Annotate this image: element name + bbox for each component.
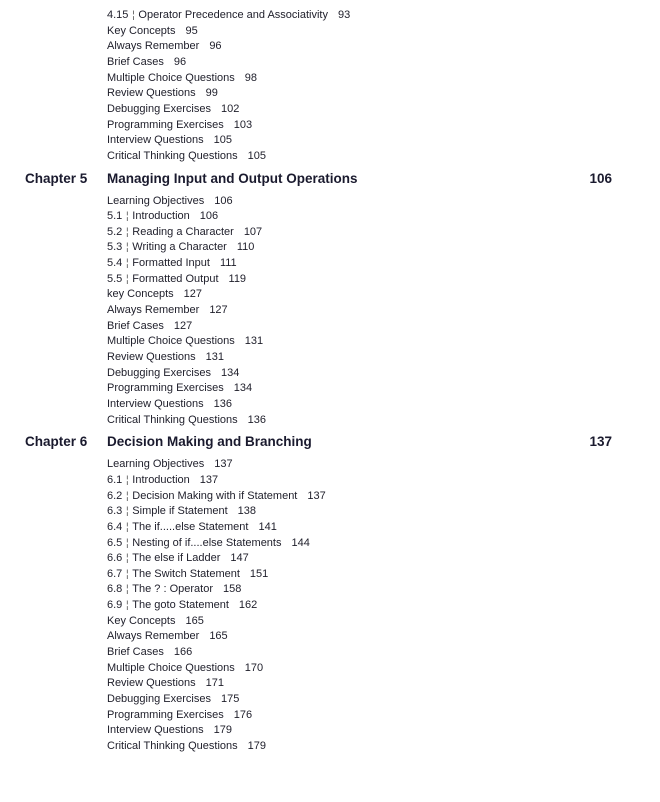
toc-entry (107, 536, 310, 551)
entry-title: Key Concepts (107, 24, 176, 37)
toc-entry (107, 598, 257, 613)
toc-entry (107, 303, 228, 317)
chapter-page-number: 106 (589, 170, 612, 186)
entry-page-number: 165 (185, 614, 204, 627)
toc-entry (107, 504, 256, 519)
entry-title: Critical Thinking Questions (107, 739, 238, 752)
toc-entry (107, 55, 186, 69)
entry-page-number: 179 (247, 739, 266, 752)
entry-page-number: 137 (214, 458, 233, 471)
section-number: 6.1 (107, 473, 123, 486)
entry-title: Key Concepts (107, 614, 176, 627)
toc-entry (107, 614, 204, 628)
section-separator: ¦ (125, 584, 129, 596)
entry-page-number: 179 (213, 724, 232, 737)
toc-entry (107, 629, 228, 643)
section-separator: ¦ (125, 537, 129, 549)
toc-entry (107, 473, 218, 488)
entry-page-number: 119 (228, 272, 247, 285)
toc-entry (107, 194, 233, 208)
entry-page-number: 144 (291, 536, 310, 549)
entry-page-number: 171 (205, 677, 225, 690)
toc-entry (107, 8, 350, 23)
toc-entry (107, 71, 257, 85)
entry-title: Simple if Statement (132, 505, 228, 518)
toc-entry (107, 209, 218, 224)
section-number: 5.3 (107, 241, 123, 254)
section-separator: ¦ (125, 568, 129, 580)
section-separator: ¦ (125, 474, 129, 486)
entry-page-number: 127 (173, 319, 193, 332)
entry-title: Reading a Character (132, 225, 234, 238)
entry-page-number: 141 (258, 520, 277, 533)
section-separator: ¦ (125, 242, 129, 254)
entry-title: Introduction (132, 210, 190, 223)
entry-page-number: 131 (244, 335, 264, 348)
section-separator: ¦ (125, 226, 129, 238)
toc-entry (107, 366, 239, 380)
entry-page-number: 134 (220, 366, 240, 379)
toc-entry (107, 676, 224, 690)
toc-entry (107, 225, 262, 240)
entry-title: Interview Questions (107, 724, 204, 737)
section-number: 6.5 (107, 536, 123, 549)
toc-entry (107, 723, 232, 737)
toc-entry (107, 118, 252, 132)
section-separator: ¦ (125, 600, 129, 612)
entry-page-number: 95 (185, 24, 198, 37)
entry-page-number: 170 (244, 661, 264, 674)
toc-entry (107, 708, 252, 722)
section-number: 6.4 (107, 520, 123, 533)
entry-page-number: 158 (223, 583, 242, 596)
entry-title: Critical Thinking Questions (107, 413, 238, 426)
entry-page-number: 151 (249, 567, 269, 580)
entry-page-number: 93 (337, 9, 351, 21)
section-number: 6.2 (107, 489, 123, 502)
entry-title: The else if Ladder (132, 552, 221, 565)
entry-title: The ? : Operator (132, 583, 214, 596)
entry-title: Interview Questions (107, 397, 204, 410)
toc-entry (107, 381, 252, 395)
entry-page-number: 102 (220, 102, 240, 115)
entry-page-number: 106 (199, 210, 219, 223)
entry-title: Programming Exercises (107, 382, 224, 395)
toc-entry (107, 319, 192, 333)
entry-page-number: 165 (209, 630, 228, 643)
toc-entry (107, 149, 266, 163)
section-number: 5.5 (107, 272, 123, 285)
entry-page-number: 166 (173, 646, 193, 659)
section-separator: ¦ (125, 211, 129, 223)
entry-title: Critical Thinking Questions (107, 149, 238, 162)
entry-title: Always Remember (107, 304, 200, 317)
toc-entry (107, 334, 263, 348)
entry-title: Brief Cases (107, 319, 164, 332)
entry-title: Debugging Exercises (107, 693, 211, 705)
section-separator: ¦ (125, 553, 129, 565)
entry-title: Debugging Exercises (107, 102, 211, 115)
entry-page-number: 137 (307, 489, 326, 502)
entry-title: Decision Making with if Statement (132, 489, 298, 502)
toc-entry (107, 661, 263, 675)
entry-page-number: 106 (214, 194, 233, 207)
section-number: 4.15 (107, 9, 129, 21)
toc-entry (107, 102, 239, 116)
entry-page-number: 127 (183, 288, 203, 301)
entry-page-number: 105 (247, 149, 266, 162)
entry-title: Programming Exercises (107, 708, 224, 721)
chapter-label: Chapter 5 (25, 170, 88, 186)
toc-entry (107, 739, 266, 753)
entry-title: Brief Cases (107, 55, 164, 68)
section-number: 5.1 (107, 210, 123, 223)
entry-page-number: 175 (220, 693, 240, 705)
entry-page-number: 99 (205, 87, 218, 100)
entry-title: Review Questions (107, 351, 196, 363)
section-number: 5.2 (107, 225, 123, 238)
toc-entry (107, 567, 268, 582)
entry-page-number: 176 (233, 708, 253, 721)
entry-title: Learning Objectives (107, 194, 205, 207)
entry-title: Formatted Input (132, 257, 210, 270)
entry-page-number: 98 (244, 71, 258, 84)
section-separator: ¦ (125, 273, 129, 285)
entry-title: The Switch Statement (132, 567, 240, 580)
entry-page-number: 147 (230, 552, 249, 565)
entry-page-number: 127 (209, 304, 228, 317)
section-number: 6.8 (107, 583, 123, 596)
entry-title: Review Questions (107, 87, 196, 100)
entry-page-number: 103 (233, 118, 253, 131)
toc-entry (107, 350, 224, 364)
toc-entry (107, 692, 239, 706)
toc-entry (107, 39, 222, 53)
entry-page-number: 107 (243, 225, 263, 238)
section-number: 6.7 (107, 567, 123, 580)
section-separator: ¦ (125, 258, 129, 270)
entry-page-number: 134 (233, 382, 253, 395)
entry-title: Multiple Choice Questions (107, 71, 235, 84)
entry-title: Review Questions (107, 677, 196, 690)
entry-title: The goto Statement (132, 599, 229, 612)
section-separator: ¦ (132, 10, 135, 21)
toc-entry (107, 272, 246, 287)
entry-title: Operator Precedence and Associativity (138, 9, 328, 21)
section-separator: ¦ (125, 490, 129, 502)
entry-title: Brief Cases (107, 646, 164, 659)
section-number: 6.3 (107, 505, 123, 518)
toc-entry (107, 520, 277, 535)
toc-entry (107, 413, 266, 427)
chapter-page-number: 137 (589, 434, 612, 450)
toc-entry (107, 397, 232, 411)
toc-entry (107, 551, 249, 566)
entry-title: Interview Questions (107, 134, 204, 147)
entry-page-number: 96 (173, 55, 187, 68)
section-separator: ¦ (125, 521, 129, 533)
toc-entry (107, 133, 232, 147)
entry-title: Debugging Exercises (107, 366, 211, 379)
entry-page-number: 96 (209, 40, 222, 53)
entry-title: Multiple Choice Questions (107, 661, 235, 674)
entry-title: The if.....else Statement (132, 520, 249, 533)
section-number: 5.4 (107, 257, 123, 270)
toc-entry (107, 645, 192, 659)
toc-entry (107, 240, 254, 255)
toc-entry (107, 24, 198, 38)
entry-page-number: 131 (205, 351, 225, 363)
entry-title: Always Remember (107, 630, 200, 643)
toc-entry (107, 489, 326, 504)
section-number: 6.9 (107, 599, 123, 612)
entry-title: Programming Exercises (107, 118, 224, 131)
section-separator: ¦ (125, 506, 129, 518)
entry-page-number: 136 (213, 397, 232, 410)
chapter-title: Decision Making and Branching (107, 434, 312, 450)
toc-entry (107, 86, 218, 100)
entry-page-number: 111 (219, 257, 237, 270)
entry-title: Nesting of if....else Statements (132, 536, 282, 549)
entry-title: key Concepts (107, 288, 174, 301)
entry-page-number: 162 (238, 599, 258, 612)
entry-page-number: 110 (236, 241, 255, 254)
toc-entry (107, 582, 241, 597)
entry-title: Introduction (132, 473, 190, 486)
entry-title: Always Remember (107, 40, 200, 53)
section-number: 6.6 (107, 552, 123, 565)
entry-page-number: 138 (237, 505, 257, 518)
entry-page-number: 137 (199, 473, 219, 486)
toc-entry (107, 256, 237, 271)
entry-title: Learning Objectives (107, 458, 205, 471)
entry-title: Formatted Output (132, 272, 219, 285)
entry-page-number: 105 (213, 134, 232, 147)
entry-page-number: 136 (247, 413, 266, 426)
toc-entry (107, 457, 233, 471)
toc-entry (107, 287, 202, 301)
chapter-title: Managing Input and Output Operations (107, 170, 358, 186)
entry-title: Writing a Character (132, 241, 227, 254)
chapter-label: Chapter 6 (25, 434, 88, 450)
entry-title: Multiple Choice Questions (107, 335, 235, 348)
